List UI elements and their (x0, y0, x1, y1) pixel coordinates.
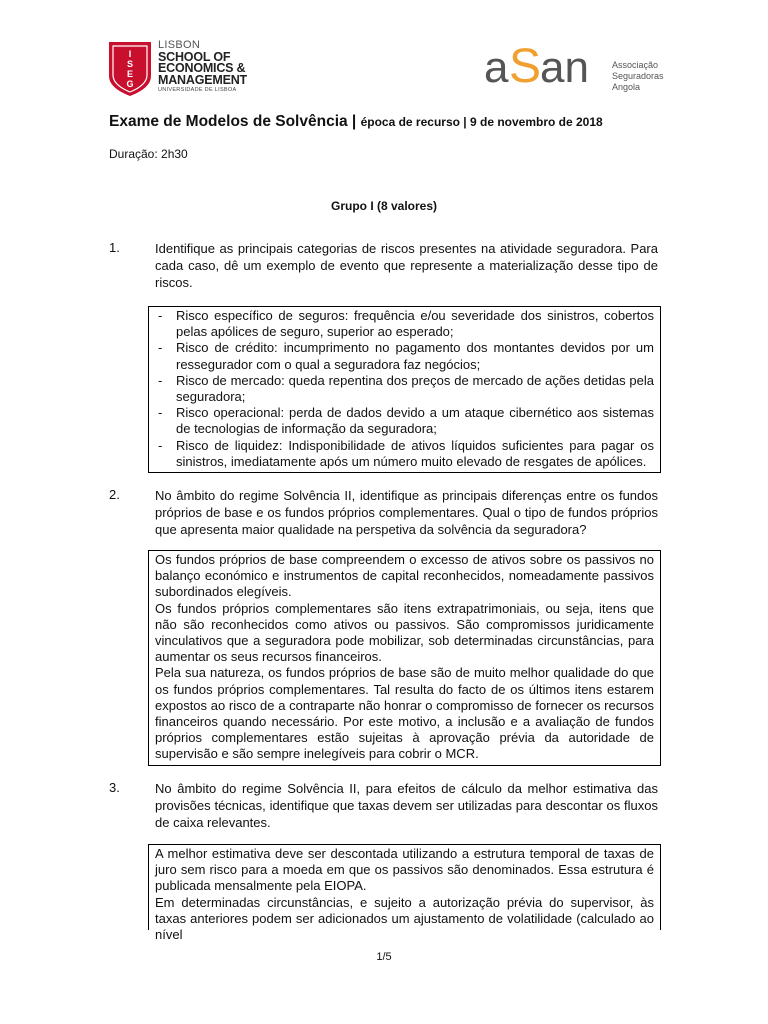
asan-sub-angola: Angola (612, 82, 641, 92)
page-number: 1/5 (376, 951, 392, 963)
answer-3-box (148, 844, 661, 943)
question-2-number: 2. (109, 487, 120, 502)
svg-text:S: S (509, 40, 542, 93)
exam-duration: Duração: 2h30 (109, 147, 188, 161)
exam-title-main: Exame de Modelos de Solvência (109, 113, 348, 130)
iseg-line-economics: ECONOMICS & (158, 61, 246, 75)
question-3-text: No âmbito do regime Solvência II, para efeitos de cálculo da melhor estimativa das provisões técnicas, identifique que taxas devem ser utilizadas para descontar os fluxos de caixa relevantes. (155, 781, 658, 830)
answer-1-item-text: Risco de mercado: queda repentina dos preços de mercado de ações detidas pela seguradora; (176, 372, 654, 405)
answer-3-paragraph: A melhor estimativa deve ser descontada utilizando a estrutura temporal de taxas de juro sem risco para a moeda em que os passivos são denominados. Essa estrutura é publicada mensalmente pela EIOPA. (155, 846, 654, 894)
question-1-number: 1. (109, 240, 120, 255)
exam-title-subtitle: época de recurso | 9 de novembro de 2018 (360, 115, 603, 129)
group-heading: Grupo I (8 valores) (330, 199, 438, 213)
answer-2-box (148, 550, 661, 766)
question-1-text: Identifique as principais categorias de riscos presentes na atividade seguradora. Para cada caso, dê um exemplo de evento que represente a materialização desse tipo de riscos. (155, 241, 658, 290)
answer-2-paragraph: Pela sua natureza, os fundos próprios de base são de muito melhor qualidade do que os fundos próprios complementares. Tal resulta do facto de os últimos itens estarem expostos ao risco de a contraparte não honrar o compromisso de fornecer os recursos financeiros quando necessário. Por este motivo, a inclusão e a avaliação de fundos próprios complementares estão sujeitas à aprovação prévia da autoridade de supervisão e são sempre inelegíveis para cobrir o MCR. (155, 665, 654, 762)
asan-subtitle (612, 60, 664, 93)
list-item: - Risco específico de seguros: frequência e/ou severidade dos sinistros, cobertos pelas apólices de seguro, superior ao esperado; (158, 308, 654, 340)
answer-1-item-text: Risco de crédito: incumprimento no pagamento dos montantes devidos por um ressegurador com o qual a seguradora faz negócios; (176, 340, 654, 372)
answer-1-box (148, 306, 661, 473)
answer-3-paragraph: Em determinadas circunstâncias, e sujeito a autorização prévia do supervisor, às taxas anteriores podem ser adicionados um ajustamento de volatilidade (calculado ao nível (155, 894, 654, 943)
iseg-line-school: SCHOOL OF (158, 49, 231, 64)
answer-1-item-text: Risco operacional: perda de dados devido a um ataque cibernético aos sistemas de tecnologias de informação da seguradora; (176, 405, 654, 437)
list-item: - Risco de mercado: queda repentina dos preços de mercado de ações detidas pela seguradora; (158, 372, 654, 405)
asan-sub-associacao: Associação (612, 60, 659, 70)
asan-sub-seguradoras: Seguradoras (612, 71, 664, 81)
answer-1-item-text: Risco de liquidez: Indisponibilidade de ativos líquidos suficientes para pagar os sinistros, imediatamente após um número muito elevado de resgates de apólices. (176, 437, 654, 469)
svg-text:S: S (126, 59, 134, 69)
answer-1-list (155, 308, 654, 470)
svg-text:G: G (126, 79, 134, 89)
iseg-line-management: MANAGEMENT (158, 72, 247, 87)
iseg-line-university: UNIVERSIDADE DE LISBOA (158, 87, 237, 93)
iseg-line-lisbon: LISBON (158, 39, 201, 51)
svg-text:I: I (128, 49, 132, 59)
asan-logo (484, 38, 610, 100)
question-3-number: 3. (109, 780, 120, 795)
svg-text:a: a (484, 43, 509, 92)
list-item: - Risco operacional: perda de dados devido a um ataque cibernético aos sistemas de tecnologias de informação da seguradora; (158, 405, 654, 437)
iseg-shield-logo (109, 42, 151, 96)
list-item: - Risco de crédito: incumprimento no pagamento dos montantes devidos por um ressegurador com o qual a seguradora faz negócios; (158, 340, 654, 372)
answer-2-paragraph: Os fundos próprios de base compreendem o excesso de ativos sobre os passivos no balanço económico e instrumentos de capital reconhecidos, nomeadamente passivos subordinados elegíveis. (155, 552, 654, 600)
question-2-text: No âmbito do regime Solvência II, identifique as principais diferenças entre os fundos próprios de base e os fundos próprios complementares. Qual o tipo de fundos próprios que apresenta maior qualidade na perspetiva da solvência da seguradora? (155, 488, 658, 537)
svg-text:an: an (540, 43, 589, 92)
exam-title (109, 113, 603, 131)
exam-title-separator: | (347, 113, 361, 130)
iseg-wordmark (158, 40, 247, 94)
svg-text:E: E (126, 69, 134, 79)
answer-1-item-text: Risco específico de seguros: frequência e/ou severidade dos sinistros, cobertos pelas apólices de seguro, superior ao esperado; (176, 308, 654, 340)
list-item: - Risco de liquidez: Indisponibilidade de ativos líquidos suficientes para pagar os sinistros, imediatamente após um número muito elevado de resgates de apólices. (158, 437, 654, 469)
answer-2-paragraph: Os fundos próprios complementares são itens extrapatrimoniais, ou seja, itens que não são reconhecidos como ativos ou passivos. São compromissos juridicamente vinculativos que a seguradora pode mobilizar, sob determinadas circunstâncias, para aumentar os seus recursos financeiros. (155, 600, 654, 665)
